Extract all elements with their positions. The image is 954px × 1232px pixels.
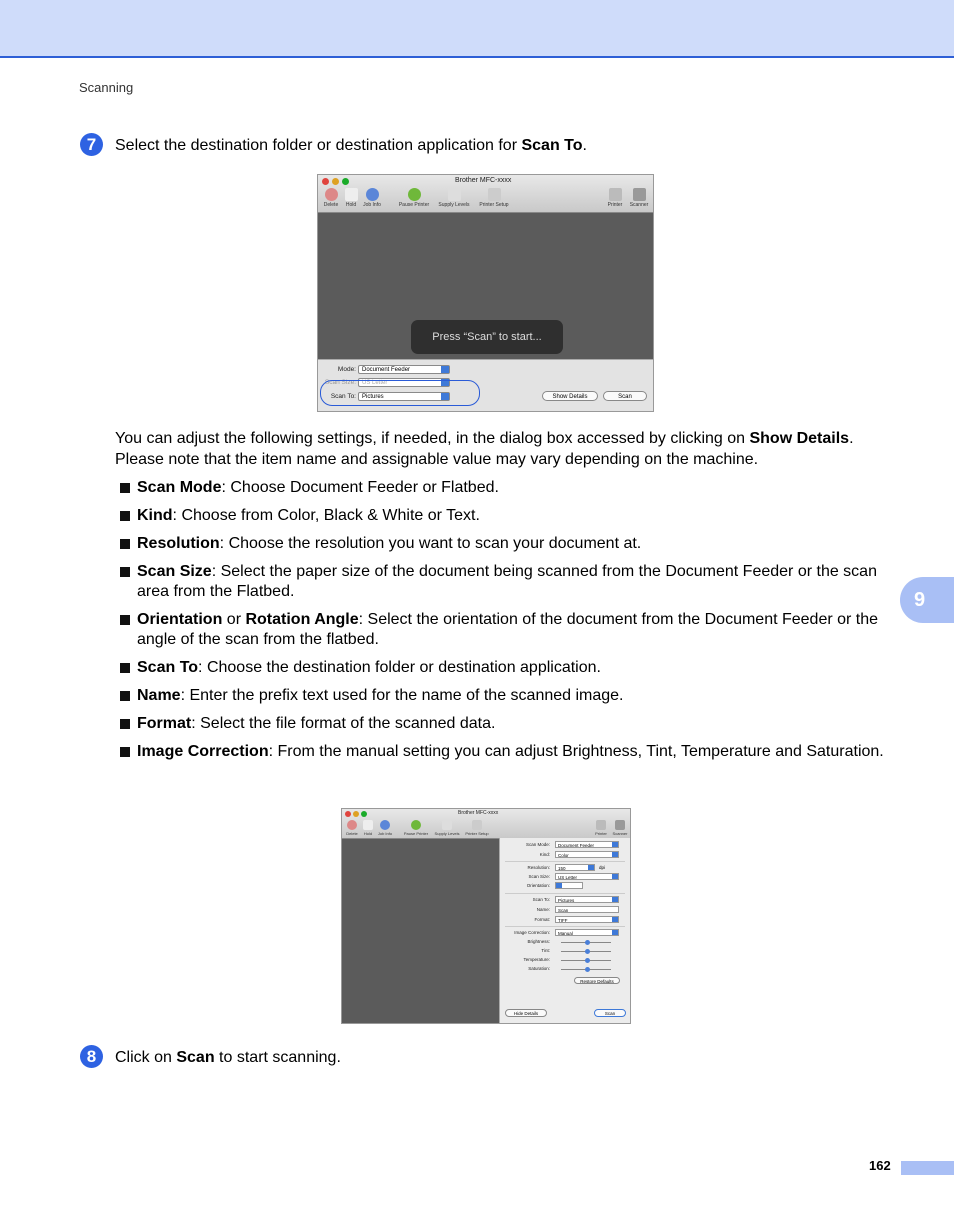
pause-printer-tool[interactable] bbox=[401, 820, 431, 836]
printer-tool-label: Printer bbox=[595, 831, 607, 836]
scan-button[interactable]: Scan bbox=[603, 391, 647, 401]
intro-line1-before: You can adjust the following settings, if needed, in the dialog box accessed by clicking on bbox=[115, 430, 750, 447]
printer-setup-icon bbox=[488, 188, 501, 201]
scan-to-label: Scan To: bbox=[532, 897, 550, 902]
settings-list bbox=[120, 478, 900, 770]
scanner-tool-label: Scanner bbox=[612, 831, 628, 836]
divider bbox=[505, 893, 625, 894]
chapter-tab: 9 bbox=[900, 577, 954, 623]
list-item bbox=[120, 610, 900, 650]
image-correction-value: Manual bbox=[558, 931, 573, 936]
brightness-slider[interactable] bbox=[561, 942, 611, 943]
supply-levels-tool-label: Supply Levels bbox=[434, 831, 460, 836]
bullet-description: : Select the file format of the scanned data. bbox=[191, 715, 496, 732]
select-arrow-icon bbox=[612, 930, 618, 935]
resolution-select[interactable] bbox=[555, 864, 595, 871]
info-icon bbox=[380, 820, 390, 830]
scan-to-value: Pictures bbox=[558, 898, 575, 903]
step-8-text bbox=[115, 1049, 341, 1067]
bullet-square-icon bbox=[120, 539, 130, 549]
temperature-label: Temperature: bbox=[523, 957, 550, 962]
image-correction-label: Image Correction: bbox=[514, 930, 550, 935]
pause-icon bbox=[408, 188, 421, 201]
window-title: Brother MFC-xxxx bbox=[455, 177, 512, 184]
name-input[interactable] bbox=[555, 906, 619, 913]
scanner-tool[interactable] bbox=[610, 820, 630, 836]
list-item bbox=[120, 658, 900, 678]
list-item bbox=[120, 478, 900, 498]
bullet-square-icon bbox=[120, 483, 130, 493]
supply-levels-icon bbox=[442, 820, 452, 830]
bullet-term: Scan Mode bbox=[137, 479, 222, 496]
minimize-dot-icon[interactable] bbox=[353, 811, 359, 817]
hold-tool[interactable] bbox=[361, 820, 375, 836]
show-details-button[interactable]: Show Details bbox=[542, 391, 598, 401]
scan-prompt-message: Press “Scan” to start... bbox=[411, 320, 563, 354]
bullet-square-icon bbox=[120, 511, 130, 521]
hold-tool[interactable] bbox=[342, 188, 360, 208]
bullet-description: : Choose from Color, Black & White or Text. bbox=[172, 507, 480, 524]
temperature-slider[interactable] bbox=[561, 960, 611, 961]
select-arrow-icon bbox=[441, 366, 449, 373]
scan-to-highlight bbox=[320, 380, 480, 406]
format-select[interactable] bbox=[555, 916, 619, 923]
step-7-text-after: . bbox=[582, 137, 587, 154]
step-7-text-bold: Scan To bbox=[521, 137, 583, 154]
scan-mode-value: Document Feeder bbox=[558, 843, 595, 848]
brightness-label: Brightness: bbox=[527, 939, 550, 944]
section-label: Scanning bbox=[79, 80, 134, 95]
step-8-text-after: to start scanning. bbox=[214, 1049, 341, 1066]
scan-size-label: Scan Size: bbox=[324, 379, 356, 386]
orientation-portrait-icon[interactable] bbox=[556, 883, 562, 888]
printer-tool[interactable] bbox=[592, 820, 610, 836]
screenshot-scanner-window bbox=[317, 174, 654, 412]
printer-setup-tool-label: Printer Setup bbox=[465, 831, 489, 836]
job-info-tool[interactable] bbox=[375, 820, 395, 836]
zoom-dot-icon[interactable] bbox=[361, 811, 367, 817]
bullet-description: : Choose the resolution you want to scan your document at. bbox=[219, 535, 642, 552]
list-item bbox=[120, 534, 900, 554]
image-correction-select[interactable] bbox=[555, 929, 619, 936]
select-arrow-icon bbox=[612, 917, 618, 922]
bullet-term-2: Rotation Angle bbox=[245, 611, 359, 628]
orientation-label: Orientation: bbox=[526, 883, 550, 888]
bullet-square-icon bbox=[120, 719, 130, 729]
screenshot-scanner-details-window bbox=[341, 808, 631, 1024]
select-arrow-icon bbox=[612, 842, 618, 847]
tint-label: Tint: bbox=[541, 948, 550, 953]
page-number: 162 bbox=[869, 1158, 891, 1173]
scan-to-select-value: Pictures bbox=[362, 394, 384, 400]
orientation-control[interactable] bbox=[555, 882, 583, 889]
bullet-square-icon bbox=[120, 691, 130, 701]
slider-knob[interactable] bbox=[585, 967, 590, 972]
step-8-text-bold: Scan bbox=[176, 1049, 215, 1066]
scan-to-select[interactable] bbox=[555, 896, 619, 903]
list-item bbox=[120, 506, 900, 526]
list-item bbox=[120, 742, 900, 762]
kind-label: Kind: bbox=[539, 852, 550, 857]
printer-icon bbox=[596, 820, 606, 830]
bullet-term: Scan Size bbox=[137, 563, 212, 580]
step-7-text-before: Select the destination folder or destination application for bbox=[115, 137, 522, 154]
select-arrow-icon bbox=[612, 897, 618, 902]
mode-select[interactable] bbox=[358, 365, 450, 374]
name-label: Name: bbox=[536, 907, 550, 912]
bullet-description: : Select the orientation of the document from the Document Feeder or the angle of the scan from the flatbed. bbox=[137, 611, 879, 648]
minimize-dot-icon[interactable] bbox=[332, 178, 339, 185]
intro-line1-after: . bbox=[849, 430, 854, 447]
scan-size-label: Scan Size: bbox=[528, 874, 550, 879]
list-item bbox=[120, 714, 900, 734]
intro-paragraph bbox=[115, 428, 905, 470]
bullet-term: Image Correction bbox=[137, 743, 269, 760]
supply-levels-tool[interactable] bbox=[435, 188, 473, 208]
job-info-tool[interactable] bbox=[360, 188, 384, 208]
page-number-bar bbox=[901, 1161, 954, 1175]
bullet-square-icon bbox=[120, 615, 130, 625]
job-info-tool-label: Job Info bbox=[377, 831, 393, 836]
resolution-value: 150 bbox=[558, 866, 566, 871]
scan-button[interactable]: Scan bbox=[594, 1009, 626, 1017]
divider bbox=[505, 926, 625, 927]
pause-icon bbox=[411, 820, 421, 830]
kind-select[interactable] bbox=[555, 851, 619, 858]
bullet-description: : Enter the prefix text used for the name of the scanned image. bbox=[180, 687, 624, 704]
restore-defaults-button[interactable]: Restore Defaults bbox=[574, 977, 620, 984]
bullet-connector: or bbox=[222, 611, 246, 628]
step-8-badge: 8 bbox=[80, 1045, 103, 1068]
kind-value: Color bbox=[558, 853, 569, 858]
supply-levels-tool-label: Supply Levels bbox=[438, 202, 470, 208]
resolution-label: Resolution: bbox=[527, 865, 550, 870]
printer-setup-tool-label: Printer Setup bbox=[479, 202, 509, 208]
delete-tool-label: Delete bbox=[323, 202, 339, 208]
header-band bbox=[0, 0, 954, 58]
select-arrow-icon bbox=[612, 874, 618, 879]
mode-label: Mode: bbox=[337, 366, 356, 373]
slider-knob[interactable] bbox=[585, 949, 590, 954]
window-toolbar bbox=[318, 175, 653, 213]
bullet-term: Format bbox=[137, 715, 192, 732]
format-value: TIFF bbox=[558, 918, 568, 923]
supply-levels-icon bbox=[448, 188, 461, 201]
scan-size-select[interactable] bbox=[555, 873, 619, 880]
select-arrow-icon bbox=[588, 865, 594, 870]
printer-tool[interactable] bbox=[604, 188, 626, 208]
bullet-description: : Choose the destination folder or destination application. bbox=[198, 659, 601, 676]
info-icon bbox=[366, 188, 379, 201]
bullet-square-icon bbox=[120, 567, 130, 577]
mode-select-value: Document Feeder bbox=[362, 367, 411, 373]
bullet-description: : Choose Document Feeder or Flatbed. bbox=[221, 479, 499, 496]
pause-printer-tool[interactable] bbox=[396, 188, 432, 208]
step-8-text-before: Click on bbox=[115, 1049, 177, 1066]
hold-icon bbox=[363, 820, 373, 830]
scan-options-panel bbox=[318, 359, 653, 411]
name-value: Scan bbox=[558, 908, 569, 913]
step-7-text bbox=[115, 137, 587, 155]
pause-printer-tool-label: Pause Printer bbox=[403, 831, 429, 836]
bullet-description: : Select the paper size of the document being scanned from the Document Feeder or the scan area from the Flatbed. bbox=[137, 563, 877, 600]
bullet-term: Orientation bbox=[137, 611, 223, 628]
scanner-icon bbox=[633, 188, 646, 201]
tint-slider[interactable] bbox=[561, 951, 611, 952]
hold-tool-label: Hold bbox=[345, 202, 357, 208]
step-7-badge: 7 bbox=[80, 133, 103, 156]
slider-knob[interactable] bbox=[585, 940, 590, 945]
scanner-icon bbox=[615, 820, 625, 830]
list-item bbox=[120, 562, 900, 602]
supply-levels-tool[interactable] bbox=[432, 820, 462, 836]
scanner-tool-label: Scanner bbox=[629, 202, 649, 208]
printer-icon bbox=[609, 188, 622, 201]
slider-knob[interactable] bbox=[585, 958, 590, 963]
hold-tool-label: Hold bbox=[363, 831, 373, 836]
bullet-term: Scan To bbox=[137, 659, 199, 676]
scan-to-label: Scan To: bbox=[330, 393, 356, 400]
zoom-dot-icon[interactable] bbox=[342, 178, 349, 185]
saturation-label: Saturation: bbox=[528, 966, 550, 971]
bullet-square-icon bbox=[120, 663, 130, 673]
window-title: Brother MFC-xxxx bbox=[458, 810, 499, 816]
delete-icon bbox=[325, 188, 338, 201]
printer-setup-icon bbox=[472, 820, 482, 830]
pause-printer-tool-label: Pause Printer bbox=[398, 202, 430, 208]
bullet-term: Resolution bbox=[137, 535, 220, 552]
select-arrow-icon bbox=[612, 852, 618, 857]
bullet-description: : From the manual setting you can adjust Brightness, Tint, Temperature and Saturation. bbox=[268, 743, 884, 760]
close-dot-icon[interactable] bbox=[322, 178, 329, 185]
printer-setup-tool[interactable] bbox=[462, 820, 492, 836]
hide-details-button[interactable]: Hide Details bbox=[505, 1009, 547, 1017]
saturation-slider[interactable] bbox=[561, 969, 611, 970]
job-info-tool-label: Job Info bbox=[363, 202, 381, 208]
printer-tool-label: Printer bbox=[607, 202, 623, 208]
scan-size-value: US Letter bbox=[558, 875, 578, 880]
intro-line1-bold: Show Details bbox=[749, 430, 850, 447]
hold-icon bbox=[345, 188, 358, 201]
delete-tool[interactable] bbox=[320, 188, 342, 208]
close-dot-icon[interactable] bbox=[345, 811, 351, 817]
intro-line2: Please note that the item name and assignable value may vary depending on the machine. bbox=[115, 451, 759, 468]
resolution-unit: dpi bbox=[599, 865, 606, 870]
bullet-square-icon bbox=[120, 747, 130, 757]
divider bbox=[505, 861, 625, 862]
scanner-tool[interactable] bbox=[627, 188, 651, 208]
bullet-term: Kind bbox=[137, 507, 173, 524]
scan-mode-select[interactable] bbox=[555, 841, 619, 848]
list-item bbox=[120, 686, 900, 706]
delete-tool[interactable] bbox=[343, 820, 361, 836]
scan-mode-label: Scan Mode: bbox=[525, 842, 550, 847]
delete-icon bbox=[347, 820, 357, 830]
window-toolbar bbox=[342, 809, 630, 839]
scan-size-select-value: US Letter bbox=[362, 380, 388, 386]
printer-setup-tool[interactable] bbox=[475, 188, 513, 208]
bullet-term: Name bbox=[137, 687, 181, 704]
format-label: Format: bbox=[534, 917, 550, 922]
delete-tool-label: Delete bbox=[346, 831, 358, 836]
scan-details-panel bbox=[499, 838, 630, 1023]
